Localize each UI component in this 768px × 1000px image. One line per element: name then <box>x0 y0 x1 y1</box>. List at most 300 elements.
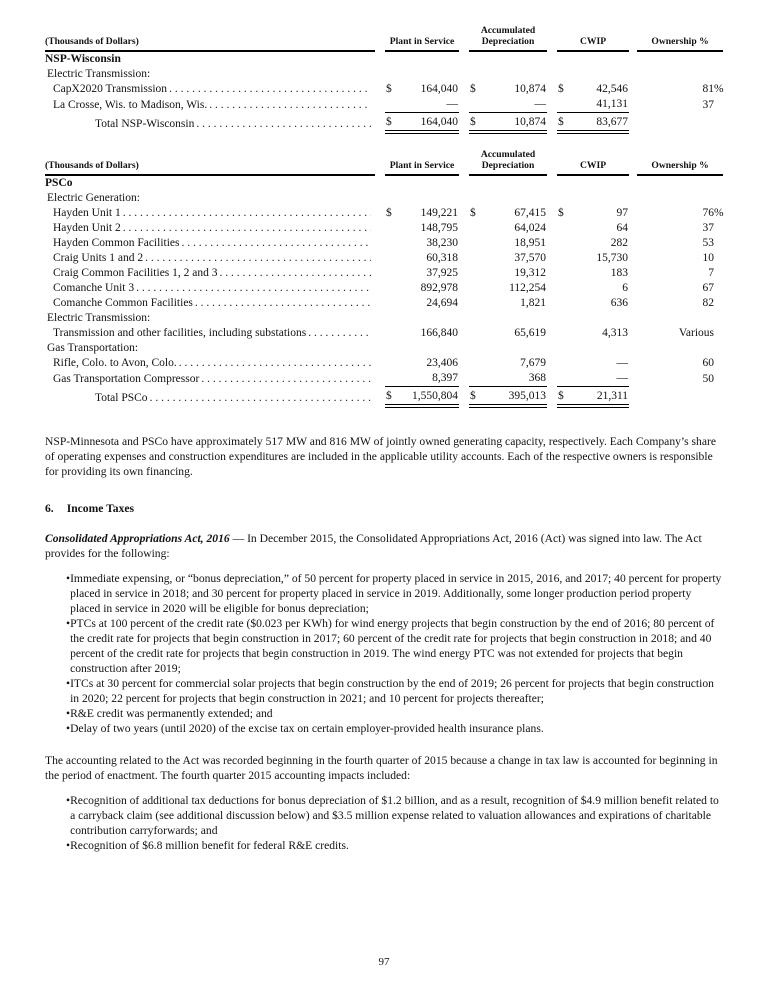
dollar-sign <box>557 281 571 296</box>
row-label-text: Gas Transportation Compressor <box>53 372 200 385</box>
row-label <box>45 326 375 341</box>
cell-cwip: 41,131 <box>571 97 629 113</box>
cell-plant-in-service: 148,795 <box>420 222 459 234</box>
spacer-cell <box>375 371 385 387</box>
row-label <box>45 117 375 132</box>
table-row-data <box>45 356 723 371</box>
spacer-cell <box>375 326 385 341</box>
dollar-sign <box>385 356 399 371</box>
dollar-sign: $ <box>558 83 564 95</box>
spacer-cell <box>629 221 637 236</box>
cell-accumulated-depreciation: 7,679 <box>520 357 547 369</box>
percent-sign: % <box>714 207 724 219</box>
row-label-text: Craig Common Facilities 1, 2 and 3 <box>53 267 218 279</box>
column-header-label: (Thousands of Dollars) <box>45 149 375 175</box>
row-label: Electric Transmission: <box>47 68 151 80</box>
dollar-sign <box>469 221 483 236</box>
spacer-cell <box>375 113 385 133</box>
dollar-sign <box>469 236 483 251</box>
cell-ownership <box>637 281 723 296</box>
spacer-cell <box>629 206 637 221</box>
row-label: NSP-Wisconsin <box>45 53 121 65</box>
table-row-section <box>45 67 723 82</box>
cell-ownership <box>637 82 723 97</box>
cell-accumulated-depreciation: 10,874 <box>483 113 547 133</box>
ownership-value: 37 <box>702 222 715 234</box>
dot-leader <box>179 236 371 251</box>
spacer-cell <box>547 281 557 296</box>
row-label-text: Rifle, Colo. to Avon, Colo. <box>53 357 177 369</box>
cell-cwip: 6 <box>622 282 629 294</box>
row-label-cell <box>45 281 375 296</box>
paragraph-accounting: The accounting related to the Act was recorded beginning in the fourth quarter of 2015 because a change in tax law is accounted for beginning in the period of enactment. The fourth quarter 2015 accounting impacts included: <box>45 754 718 782</box>
table-row-data <box>45 251 723 266</box>
dot-leader <box>143 251 371 266</box>
cell-plant-in-service: 164,040 <box>399 113 459 133</box>
row-label-cell <box>45 266 375 281</box>
cell-accumulated-depreciation: 10,874 <box>514 83 547 95</box>
dollar-sign <box>385 296 399 311</box>
row-label-text: Hayden Unit 2 <box>53 222 121 234</box>
table-row-total <box>45 113 723 133</box>
bullet-text: R&E credit was permanently extended; and <box>70 707 273 720</box>
row-label-cell <box>45 236 375 251</box>
percent-sign: % <box>714 83 724 95</box>
spacer-cell <box>375 251 385 266</box>
cell-cwip: 42,546 <box>596 83 629 95</box>
cell-accumulated-depreciation: 395,013 <box>483 387 547 407</box>
jointly-owned-table-nsp-wisconsin <box>45 25 723 134</box>
row-label-text: Craig Units 1 and 2 <box>53 252 144 264</box>
cell-cwip: 15,730 <box>596 252 629 264</box>
table-row-section <box>45 311 723 326</box>
row-label <box>45 391 375 406</box>
spacer-cell <box>547 221 557 236</box>
row-label <box>45 206 375 221</box>
spacer-cell <box>375 266 385 281</box>
column-header-label: (Thousands of Dollars) <box>45 25 375 51</box>
cell-ownership <box>637 97 723 113</box>
dollar-sign <box>385 266 399 281</box>
bullet-text: Delay of two years (until 2020) of the excise tax on certain employer-provided health insurance plans. <box>70 722 544 735</box>
bullet-item-accounting-impact <box>45 838 723 853</box>
dollar-sign <box>469 266 483 281</box>
ownership-value: 10 <box>702 252 715 264</box>
cell-cwip: 4,313 <box>602 327 629 339</box>
dollar-sign <box>385 251 399 266</box>
cell-cwip: 64 <box>616 222 629 234</box>
section-number: 6. <box>45 502 54 515</box>
table-row-group <box>45 51 723 67</box>
header-spacer <box>375 25 385 51</box>
spacer-cell <box>375 356 385 371</box>
spacer-cell <box>547 371 557 387</box>
ownership-value: Various <box>678 327 715 339</box>
ownership-value: 82 <box>702 297 715 309</box>
row-label <box>45 98 375 113</box>
bullet-item-act-provision <box>45 571 723 616</box>
cell-cwip: — <box>616 357 629 369</box>
jointly-owned-table-psco <box>45 149 723 408</box>
header-spacer <box>459 149 469 175</box>
jointly-owned-tables <box>45 25 723 408</box>
cell-ownership <box>637 387 723 407</box>
table-body <box>45 175 723 406</box>
spacer-cell <box>629 371 637 387</box>
table-row-section <box>45 191 723 206</box>
cell-ownership <box>637 113 723 133</box>
bullet-item-accounting-impact <box>45 793 723 838</box>
spacer-cell <box>375 221 385 236</box>
cell-cwip: 183 <box>610 267 629 279</box>
spacer-cell <box>459 251 469 266</box>
table-header <box>45 25 723 51</box>
page-number: 97 <box>378 956 390 968</box>
cell-ownership <box>637 296 723 311</box>
cell-ownership <box>637 251 723 266</box>
table-row-data <box>45 326 723 341</box>
spacer-cell <box>459 371 469 387</box>
act-provisions-list <box>45 571 723 736</box>
cell-plant-in-service: — <box>399 97 459 113</box>
spacer-cell <box>459 387 469 407</box>
dollar-sign: $ <box>386 207 392 219</box>
dot-leader <box>121 206 371 221</box>
section-title: Income Taxes <box>66 502 135 515</box>
ownership-value: 81 <box>702 83 715 95</box>
ownership-value: 67 <box>702 282 715 294</box>
table-row-data <box>45 236 723 251</box>
column-header-accumulated-depreciation: Accumulated Depreciation <box>469 149 547 175</box>
cell-accumulated-depreciation: 112,254 <box>509 282 547 294</box>
cell-ownership <box>637 356 723 371</box>
row-label-cell <box>45 97 375 113</box>
cell-cwip: 97 <box>616 207 629 219</box>
header-spacer <box>547 149 557 175</box>
table-row-data <box>45 281 723 296</box>
dollar-sign <box>385 281 399 296</box>
cell-plant-in-service: 892,978 <box>420 282 459 294</box>
spacer-cell <box>629 97 637 113</box>
dollar-sign <box>469 97 483 113</box>
row-label-cell <box>45 296 375 311</box>
spacer-cell <box>629 281 637 296</box>
cell-ownership <box>637 206 723 221</box>
row-label: PSCo <box>45 177 73 189</box>
table-row-data <box>45 221 723 236</box>
table-row-total <box>45 387 723 407</box>
dot-leader <box>194 117 371 132</box>
section-heading-income-taxes <box>45 501 723 516</box>
dollar-sign <box>385 97 399 113</box>
row-label-text: Comanche Common Facilities <box>53 297 193 309</box>
bullet-item-act-provision <box>45 676 723 706</box>
spacer-cell <box>459 206 469 221</box>
ownership-value: 60 <box>702 357 715 369</box>
dollar-sign <box>557 371 571 387</box>
dollar-sign <box>557 266 571 281</box>
spacer-cell <box>375 97 385 113</box>
cell-accumulated-depreciation: 37,570 <box>514 252 547 264</box>
dot-leader <box>207 98 371 113</box>
table-row-section <box>45 341 723 356</box>
cell-accumulated-depreciation: 1,821 <box>520 297 547 309</box>
bullet-icon: • <box>66 722 71 735</box>
row-label <box>45 356 375 371</box>
bullet-text: Immediate expensing, or “bonus depreciation,” of 50 percent for property placed in service in 2015, 2016, and 2017; 40 percent for property placed in service in 2018; and 30 percent for property placed in service in 2019. Additionally, some longer production period property placed in service in 2020 will be eligible for bonus depreciation; <box>70 572 722 615</box>
row-label-cell <box>45 371 375 387</box>
cell-cwip: 636 <box>610 297 629 309</box>
cell-cwip: 21,311 <box>571 387 629 407</box>
bullet-item-act-provision <box>45 616 723 676</box>
spacer-cell <box>547 356 557 371</box>
dollar-sign <box>557 326 571 341</box>
ownership-value: 50 <box>702 372 715 385</box>
dollar-sign <box>557 236 571 251</box>
bullet-icon: • <box>66 572 71 585</box>
dollar-sign: $ <box>557 387 571 407</box>
bullet-icon: • <box>66 677 71 690</box>
spacer-cell <box>547 97 557 113</box>
cell-plant-in-service: 166,840 <box>420 327 459 339</box>
bullet-text: Recognition of $6.8 million benefit for federal R&E credits. <box>70 839 349 852</box>
cell-plant-in-service: 24,694 <box>426 297 459 309</box>
spacer-cell <box>459 356 469 371</box>
cell-ownership <box>637 326 723 341</box>
row-label <box>45 221 375 236</box>
header-row <box>45 149 723 175</box>
row-label-cell <box>45 387 375 407</box>
row-label-text: Comanche Unit 3 <box>53 282 135 294</box>
row-label <box>45 82 375 97</box>
row-label-cell <box>45 356 375 371</box>
spacer-cell <box>459 326 469 341</box>
bullet-item-act-provision <box>45 721 723 736</box>
ownership-value: 7 <box>708 267 715 279</box>
bullet-text: ITCs at 30 percent for commercial solar projects that begin construction by the end of 2019; 26 percent for projects that begin construction in 2020; 22 percent for projects that begin construction in 2021; and 10 percent for projects thereafter; <box>70 677 714 705</box>
header-spacer <box>629 25 637 51</box>
spacer-cell <box>375 206 385 221</box>
spacer-cell <box>547 113 557 133</box>
dollar-sign <box>557 97 571 113</box>
row-label: Electric Transmission: <box>47 312 151 324</box>
column-header-cwip: CWIP <box>557 25 629 51</box>
ownership-value: 76 <box>702 207 715 219</box>
spacer-cell <box>629 251 637 266</box>
row-label-text: Total PSCo <box>95 392 148 404</box>
cell-cwip: 282 <box>610 237 629 249</box>
column-header-ownership: Ownership % <box>637 149 723 175</box>
spacer-cell <box>375 387 385 407</box>
dollar-sign <box>469 281 483 296</box>
cell-plant-in-service: 1,550,804 <box>399 387 459 407</box>
dollar-sign <box>557 221 571 236</box>
dollar-sign <box>385 236 399 251</box>
bullet-icon: • <box>66 617 71 630</box>
spacer-cell <box>629 266 637 281</box>
header-spacer <box>375 149 385 175</box>
dot-leader <box>167 82 371 97</box>
dollar-sign <box>469 371 483 387</box>
dollar-sign: $ <box>470 83 476 95</box>
dollar-sign <box>557 251 571 266</box>
table-row-group <box>45 175 723 191</box>
row-label <box>45 281 375 296</box>
column-header-accumulated-depreciation: Accumulated Depreciation <box>469 25 547 51</box>
spacer-cell <box>629 113 637 133</box>
table-row-data <box>45 82 723 97</box>
act-rest-text: — In December 2015, the Consolidated Appropriations Act, 2016 (Act) was signed into law. The Act provides for the following: <box>45 532 702 560</box>
cell-ownership <box>637 266 723 281</box>
dollar-sign <box>385 371 399 387</box>
spacer-cell <box>629 82 637 97</box>
bullet-item-act-provision <box>45 706 723 721</box>
header-spacer <box>547 25 557 51</box>
paragraph-jointly-owned: NSP-Minnesota and PSCo have approximately 517 MW and 816 MW of jointly owned generating capacity, respectively. Each Company’s share of operating expenses and construction expenditures are included in the applicable utility accounts. Each of the respective owners is responsible for providing its own financing. <box>45 435 717 478</box>
dollar-sign: $ <box>469 387 483 407</box>
spacer-cell <box>375 296 385 311</box>
cell-plant-in-service: 164,040 <box>420 83 459 95</box>
spacer-cell <box>459 221 469 236</box>
spacer-cell <box>547 251 557 266</box>
cell-accumulated-depreciation: — <box>483 97 547 113</box>
spacer-cell <box>629 326 637 341</box>
table-row-data <box>45 296 723 311</box>
spacer-cell <box>459 281 469 296</box>
cell-ownership <box>637 371 723 387</box>
cell-plant-in-service: 37,925 <box>426 267 459 279</box>
cell-accumulated-depreciation: 67,415 <box>514 207 547 219</box>
row-label-cell <box>45 251 375 266</box>
bullet-icon: • <box>66 707 71 720</box>
dollar-sign: $ <box>557 113 571 133</box>
table-row-data <box>45 371 723 387</box>
row-label <box>45 266 375 281</box>
spacer-cell <box>459 113 469 133</box>
spacer-cell <box>547 326 557 341</box>
row-label-cell <box>45 221 375 236</box>
column-header-plant-in-service: Plant in Service <box>385 149 459 175</box>
row-label <box>45 236 375 251</box>
row-label <box>45 372 375 387</box>
spacer-cell <box>459 82 469 97</box>
dot-leader <box>134 281 371 296</box>
table-header <box>45 149 723 175</box>
dot-leader <box>306 326 371 341</box>
column-header-plant-in-service: Plant in Service <box>385 25 459 51</box>
row-label-cell <box>45 82 375 97</box>
spacer-cell <box>629 236 637 251</box>
cell-plant-in-service: 60,318 <box>426 252 459 264</box>
dollar-sign <box>557 356 571 371</box>
row-label-cell <box>45 206 375 221</box>
ownership-value: 37 <box>702 98 715 111</box>
dollar-sign: $ <box>558 207 564 219</box>
spacer-cell <box>459 97 469 113</box>
spacer-cell <box>547 206 557 221</box>
bullet-icon: • <box>66 839 71 852</box>
spacer-cell <box>629 296 637 311</box>
spacer-cell <box>547 296 557 311</box>
cell-cwip: 83,677 <box>571 113 629 133</box>
table-body <box>45 51 723 132</box>
cell-plant-in-service: 38,230 <box>426 237 459 249</box>
ownership-value: 53 <box>702 237 715 249</box>
cell-accumulated-depreciation: 64,024 <box>514 222 547 234</box>
spacer-cell <box>629 387 637 407</box>
bullet-icon: • <box>66 794 71 807</box>
spacer-cell <box>547 387 557 407</box>
cell-accumulated-depreciation: 19,312 <box>514 267 547 279</box>
column-header-cwip: CWIP <box>557 149 629 175</box>
cell-cwip: — <box>571 371 629 387</box>
dollar-sign <box>469 356 483 371</box>
accounting-impacts-list <box>45 793 723 853</box>
table-row-data <box>45 97 723 113</box>
dollar-sign: $ <box>470 207 476 219</box>
row-label-text: CapX2020 Transmission <box>53 83 168 95</box>
dollar-sign: $ <box>385 113 399 133</box>
dollar-sign <box>385 326 399 341</box>
spacer-cell <box>459 236 469 251</box>
row-label-text: Hayden Unit 1 <box>53 207 121 219</box>
dollar-sign <box>469 251 483 266</box>
dot-leader <box>218 266 372 281</box>
dollar-sign <box>557 296 571 311</box>
row-label: Gas Transportation: <box>47 342 139 354</box>
spacer-cell <box>547 266 557 281</box>
cell-plant-in-service: 149,221 <box>420 207 459 219</box>
cell-ownership <box>637 221 723 236</box>
cell-ownership <box>637 236 723 251</box>
table-row-data <box>45 266 723 281</box>
spacer-cell <box>375 82 385 97</box>
dot-leader <box>177 356 371 371</box>
row-label-text: Transmission and other facilities, including substations <box>53 327 307 339</box>
dollar-sign <box>469 326 483 341</box>
row-label-text: Hayden Common Facilities <box>53 237 180 249</box>
spacer-cell <box>547 236 557 251</box>
dot-leader <box>121 221 371 236</box>
dollar-sign: $ <box>386 83 392 95</box>
act-lead-text: Consolidated Appropriations Act, 2016 <box>45 532 230 545</box>
row-label-text: La Crosse, Wis. to Madison, Wis. <box>53 98 208 111</box>
dollar-sign <box>385 221 399 236</box>
dot-leader <box>199 372 371 387</box>
dot-leader <box>148 391 371 406</box>
spacer-cell <box>459 266 469 281</box>
bullet-text: PTCs at 100 percent of the credit rate ($0.023 per KWh) for wind energy projects that begin construction by the end of 2016; 80 percent of the credit rate for projects that begin construction in 2017; 60 percent of the credit rate for projects that begin construction in 2018; and 40 percent of the credit rate for projects that begin construction in 2019. The wind energy PTC was not extended for projects that begin construction after 2019; <box>70 617 715 675</box>
column-header-ownership: Ownership % <box>637 25 723 51</box>
dollar-sign: $ <box>385 387 399 407</box>
spacer-cell <box>375 236 385 251</box>
dollar-sign <box>469 296 483 311</box>
paragraph-act-intro <box>45 531 723 561</box>
spacer-cell <box>547 82 557 97</box>
bullet-text: Recognition of additional tax deductions for bonus depreciation of $1.2 billion, and as a result, recognition of $4.9 million benefit related to a carryback claim (see additional discussion below) and $3.5 million expense related to valuation allowances and expirations of charitable contribution carryforwards; and <box>70 794 719 837</box>
header-spacer <box>629 149 637 175</box>
row-label <box>45 296 375 311</box>
row-label-text: Total NSP-Wisconsin <box>95 118 195 130</box>
spacer-cell <box>459 296 469 311</box>
cell-accumulated-depreciation: 18,951 <box>514 237 547 249</box>
dot-leader <box>193 296 371 311</box>
header-row <box>45 25 723 51</box>
spacer-cell <box>375 281 385 296</box>
row-label: Electric Generation: <box>47 192 140 204</box>
cell-plant-in-service: 8,397 <box>399 371 459 387</box>
header-spacer <box>459 25 469 51</box>
